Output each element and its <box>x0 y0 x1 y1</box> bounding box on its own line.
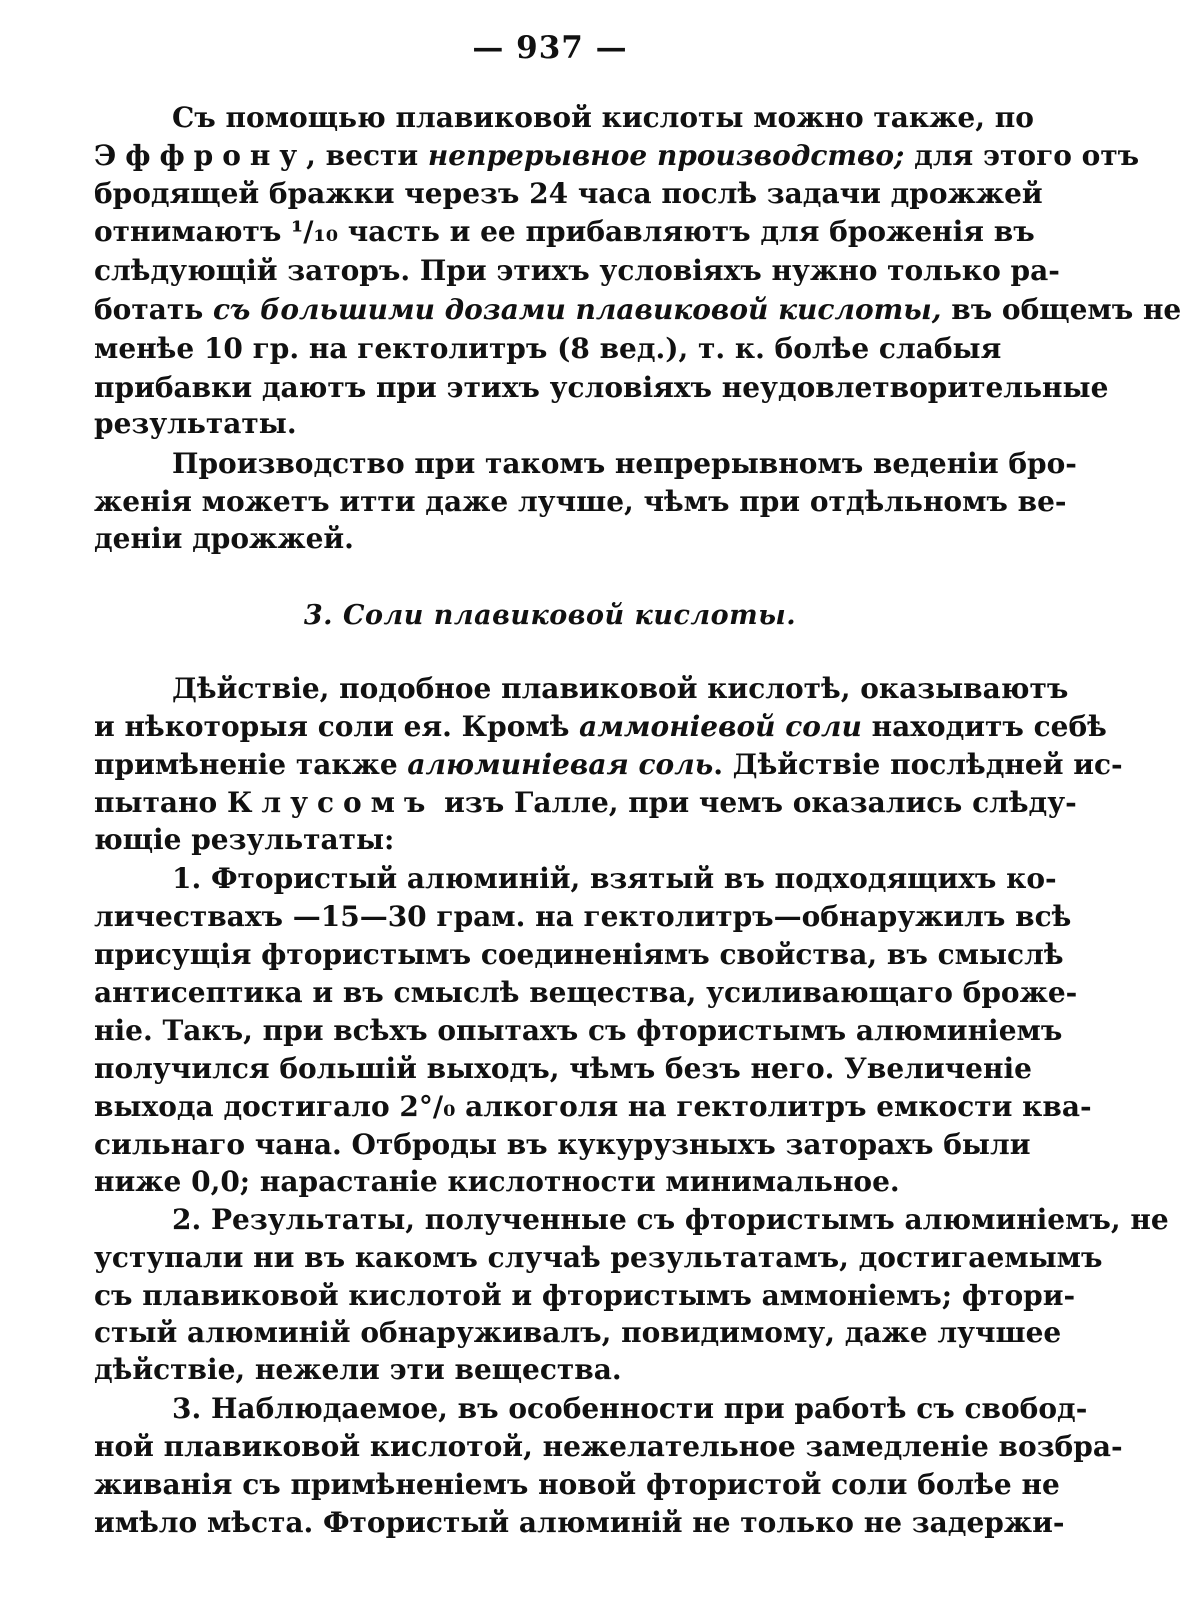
text-line: 3. Наблюдаемое, въ особенности при работѣ съ свобод- <box>172 1392 1088 1425</box>
text-line: примѣненіе также алюминіевая соль. Дѣйствіе послѣдней ис- <box>94 748 1123 781</box>
text-line: Эффрону, вести непрерывное производство; для этого отъ <box>94 139 1140 172</box>
italic-phrase: съ большими дозами плавиковой кислоты, <box>212 293 942 326</box>
text-line: получился большій выходъ, чѣмъ безъ него. Увеличеніе <box>94 1052 1032 1085</box>
text-line: живанія съ примѣненіемъ новой фтористой соли болѣе не <box>94 1468 1060 1501</box>
text-line: отнимаютъ ¹/₁₀ часть и ее прибавляютъ для броженія въ <box>94 215 1035 248</box>
text-line: 1. Фтористый алюминій, взятый въ подходящихъ ко- <box>172 862 1057 895</box>
text-line: деніи дрожжей. <box>94 522 354 555</box>
text-line: Дѣйствіе, подобное плавиковой кислотѣ, оказываютъ <box>172 672 1069 705</box>
text-line: стый алюминій обнаруживалъ, повидимому, даже лучшее <box>94 1316 1062 1349</box>
text-line: дѣйствіе, нежели эти вещества. <box>94 1353 622 1386</box>
text-line: ніе. Такъ, при всѣхъ опытахъ съ фтористымъ алюминіемъ <box>94 1014 1063 1047</box>
text-line: и нѣкоторыя соли ея. Кромѣ аммоніевой соли находитъ себѣ <box>94 710 1107 743</box>
text-line: 2. Результаты, полученные съ фтористымъ алюминіемъ, не <box>172 1203 1169 1236</box>
text-line: женія можетъ итти даже лучше, чѣмъ при отдѣльномъ ве- <box>94 485 1067 518</box>
text-line: уступали ни въ какомъ случаѣ результатамъ, достигаемымъ <box>94 1241 1103 1274</box>
text-line: прибавки даютъ при этихъ условіяхъ неудовлетворительные <box>94 371 1109 404</box>
author-name-spaced: Эффрону <box>94 139 307 172</box>
text-line: ющіе результаты: <box>94 823 395 856</box>
text-line: сильнаго чана. Отброды въ кукурузныхъ заторахъ были <box>94 1128 1031 1161</box>
text-line: выхода достигало 2°/₀ алкоголя на гектолитръ емкости ква- <box>94 1090 1092 1123</box>
text-line: антисептика и въ смыслѣ вещества, усиливающаго броже- <box>94 976 1078 1009</box>
text-line: ботать съ большими дозами плавиковой кислоты, въ общемъ не <box>94 293 1181 326</box>
italic-phrase: аммоніевой соли <box>579 710 862 743</box>
text-line: пытано Клусомъ изъ Галле, при чемъ оказались слѣду- <box>94 786 1077 819</box>
text-line: менѣе 10 гр. на гектолитръ (8 вед.), т. к. болѣе слабыя <box>94 332 1002 365</box>
text-line: Съ помощью плавиковой кислоты можно также, по <box>172 101 1034 134</box>
text-line: личествахъ —15—30 грам. на гектолитръ—обнаружилъ всѣ <box>94 900 1072 933</box>
italic-phrase: алюминіевая соль <box>407 748 714 781</box>
author-name-spaced: Клусомъ <box>226 786 435 819</box>
text-line: результаты. <box>94 407 297 440</box>
text-line: слѣдующій заторъ. При этихъ условіяхъ нужно только ра- <box>94 254 1060 287</box>
italic-phrase: непрерывное производство; <box>427 139 905 172</box>
text-line: съ плавиковой кислотой и фтористымъ аммоніемъ; фтори- <box>94 1279 1076 1312</box>
text-line: присущія фтористымъ соединеніямъ свойства, въ смыслѣ <box>94 938 1064 971</box>
text-line: ной плавиковой кислотой, нежелательное замедленіе возбра- <box>94 1430 1123 1463</box>
text-line: ниже 0,0; нарастаніе кислотности минимальное. <box>94 1165 900 1198</box>
section-heading: 3. Соли плавиковой кислоты. <box>303 600 797 631</box>
text-line: имѣло мѣста. Фтористый алюминій не только не задержи- <box>94 1506 1065 1539</box>
text-line: Производство при такомъ непрерывномъ веденіи бро- <box>172 447 1077 480</box>
text-line: бродящей бражки черезъ 24 часа послѣ задачи дрожжей <box>94 177 1043 210</box>
page-number: — 937 — <box>472 30 628 66</box>
